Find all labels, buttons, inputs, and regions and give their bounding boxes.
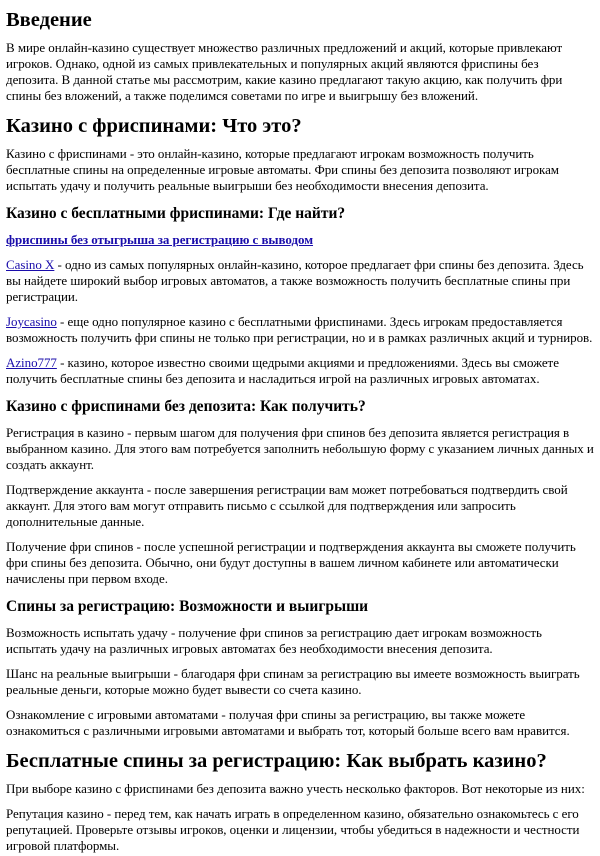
paragraph-spins-2: Шанс на реальные выигрыши - благодаря фри спинам за регистрацию вы имеете возможность выиграть реальные деньги, которые можно будет вывести со счета казино. xyxy=(6,666,580,697)
heading-spins: Спины за регистрацию: Возможности и выигрыши xyxy=(6,598,369,615)
heading-how: Казино с фриспинами без депозита: Как получить? xyxy=(6,398,366,415)
heading-where: Казино с бесплатными фриспинами: Где найти? xyxy=(6,205,346,222)
azino-link[interactable]: Azino777 xyxy=(6,355,57,370)
paragraph-azino xyxy=(6,355,594,387)
paragraph-choose-1: При выборе казино с фриспинами без депозита важно учесть несколько факторов. Вот некоторые из них: xyxy=(6,781,585,796)
paragraph-spins-3: Ознакомление с игровыми автоматами - получая фри спины за регистрацию, вы также можете ознакомиться с различными игровыми автоматами и выбрать тот, который больше всего вам нравится. xyxy=(6,707,570,738)
paragraph-spins-1: Возможность испытать удачу - получение фри спинов за регистрацию дает игрокам возможность испытать удачу на различных игровых автоматах без необходимости внесения депозита. xyxy=(6,625,542,656)
casinox-text: - одно из самых популярных онлайн-казино, которое предлагает фри спины без депозита. Здесь вы найдете широкий выбор игровых автоматов, а также возможность получить бесплатные спины при регистрации. xyxy=(6,257,584,304)
paragraph-joycasino xyxy=(6,314,594,346)
heading-intro: Введение xyxy=(6,9,92,31)
azino-text: - казино, которое известно своими щедрыми акциями и предложениями. Здесь вы сможете получить бесплатные спины без депозита и насладиться игрой на различных игровых автоматах. xyxy=(6,355,559,386)
joycasino-link[interactable]: Joycasino xyxy=(6,314,57,329)
paragraph-how-1: Регистрация в казино - первым шагом для получения фри спинов без депозита является регистрация в выбранном казино. Для этого вам потребуется заполнить небольшую форму с указанием личных данных и создать аккаунт. xyxy=(6,425,594,472)
paragraph-casinox xyxy=(6,257,594,305)
joycasino-text: - еще одно популярное казино с бесплатными фриспинами. Здесь игрокам предоставляется возможность получить фри спины не только при регистрации, но и в рамках различных акций и турниров. xyxy=(6,314,593,345)
paragraph-choose-2: Репутация казино - перед тем, как начать играть в определенном казино, обязательно ознакомьтесь с его репутацией. Проверьте отзывы игроков, оценки и лицензии, чтобы убедиться в надежности и честности игровой платформы. xyxy=(6,806,580,853)
featured-link[interactable]: фриспины без отыгрыша за регистрацию с выводом xyxy=(6,232,314,247)
featured-link-paragraph xyxy=(6,232,594,248)
paragraph-how-2: Подтверждение аккаунта - после завершения регистрации вам может потребоваться подтвердить свой аккаунт. Для этого вам могут отправить письмо с ссылкой для подтверждения или запросить дополнительные данные. xyxy=(6,482,568,529)
casinox-link[interactable]: Casino X xyxy=(6,257,55,272)
article xyxy=(0,8,600,854)
paragraph-how-3: Получение фри спинов - после успешной регистрации и подтверждения аккаунта вы сможете получить фри спины без депозита. Обычно, они будут доступны в вашем личном кабинете или автоматически начислены при первом входе. xyxy=(6,539,576,586)
paragraph-what: Казино с фриспинами - это онлайн-казино, которые предлагают игрокам возможность получить бесплатные спины на определенные игровые автоматы. Фри спины без депозита позволяют игрокам испытать удачу и получить реальные выигрыши без необходимости внесения депозита. xyxy=(6,146,559,193)
heading-what: Казино с фриспинами: Что это? xyxy=(6,115,302,137)
heading-choose: Бесплатные спины за регистрацию: Как выбрать казино? xyxy=(6,750,547,772)
paragraph-intro: В мире онлайн-казино существует множество различных предложений и акций, которые привлекают игроков. Однако, одной из самых привлекательных и популярных акций являются фриспины без депозита. В данной статье мы рассмотрим, какие казино предлагают такую акцию, как получить фри спины без вложений, а также поделимся советами по игре и выигрышу без вложений. xyxy=(6,40,563,103)
